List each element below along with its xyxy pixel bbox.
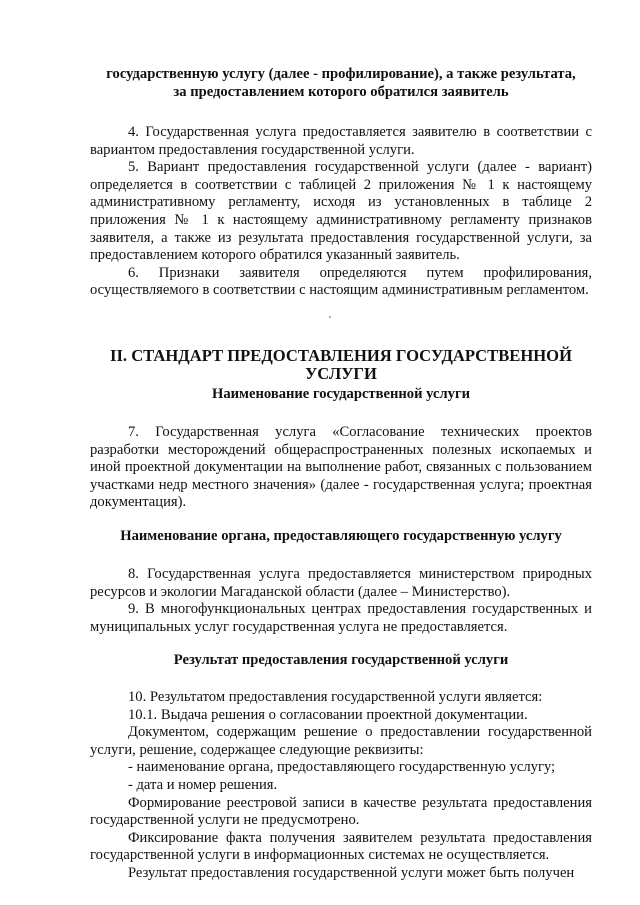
paragraph-4: 4. Государственная услуга предоставляется заявителю в соответствии с вариантом предоставления государственной услуги. [90, 124, 592, 158]
top-heading-line2: за предоставлением которого обратился заявитель [173, 83, 509, 100]
top-heading [90, 66, 592, 101]
paragraph-8: 8. Государственная услуга предоставляется министерством природных ресурсов и экологии Магаданской области (далее – Министерство). [90, 566, 592, 600]
paragraphs-organ [90, 566, 592, 636]
paragraphs-service [90, 424, 592, 512]
subheading-service-name: Наименование государственной услуги [212, 386, 470, 402]
paragraph-document: Документом, содержащим решение о предоставлении государственной услуги, решение, содержащее следующие реквизиты: [90, 724, 592, 758]
list-item-date: - дата и номер решения. [128, 776, 278, 793]
scan-speck [329, 316, 331, 318]
subheading-result: Результат предоставления государственной услуги [173, 652, 509, 668]
paragraphs-result [90, 689, 592, 883]
paragraph-fixation: Фиксирование факта получения заявителем результата предоставления государственной услуги в информационных системах не осуществляется. [90, 829, 592, 864]
paragraph-7: 7. Государственная услуга «Согласование технических проектов разработки месторождений общераспространенных полезных ископаемых и иной проектной документации на выполнение работ, связанных с пользованием участками недр местного значения» (далее - государственная услуга; проектная документация). [90, 424, 592, 511]
top-heading-line1: государственную услугу (далее - профилирование), а также результата, [106, 66, 576, 82]
paragraph-10-1: 10.1. Выдача решения о согласовании проектной документации. [128, 706, 528, 723]
paragraph-last: Результат предоставления государственной услуги может быть получен [128, 864, 575, 881]
paragraph-5: 5. Вариант предоставления государственной услуги (далее - вариант) определяется в соответствии с таблицей 2 приложения № 1 к настоящему административному регламенту, исходя из установленных в таблице 2 приложения № 1 к настоящему административному регламенту признаков заявителя, а также из результата предоставления государственной услуги, за предоставлением которого обратился указанный заявитель. [90, 159, 592, 264]
paragraph-formation: Формирование реестровой записи в качестве результата предоставления государственной услуги не предусмотрено. [90, 794, 592, 829]
paragraph-10: 10. Результатом предоставления государственной услуги является: [128, 689, 543, 705]
section-title: II. СТАНДАРТ ПРЕДОСТАВЛЕНИЯ ГОСУДАРСТВЕННОЙ УСЛУГИ [109, 346, 572, 383]
paragraph-6: 6. Признаки заявителя определяются путем профилирования, осуществляемого в соответствии с настоящим административным регламентом. [90, 264, 592, 299]
paragraph-9: 9. В многофункциональных центрах предоставления государственных и муниципальных услуг государственная услуга не предоставляется. [90, 601, 592, 635]
subheading-organ: Наименование органа, предоставляющего государственную услугу [120, 528, 562, 544]
list-item-organ: - наименование органа, предоставляющего государственную услугу; [128, 759, 556, 776]
paragraphs-top [90, 124, 592, 300]
